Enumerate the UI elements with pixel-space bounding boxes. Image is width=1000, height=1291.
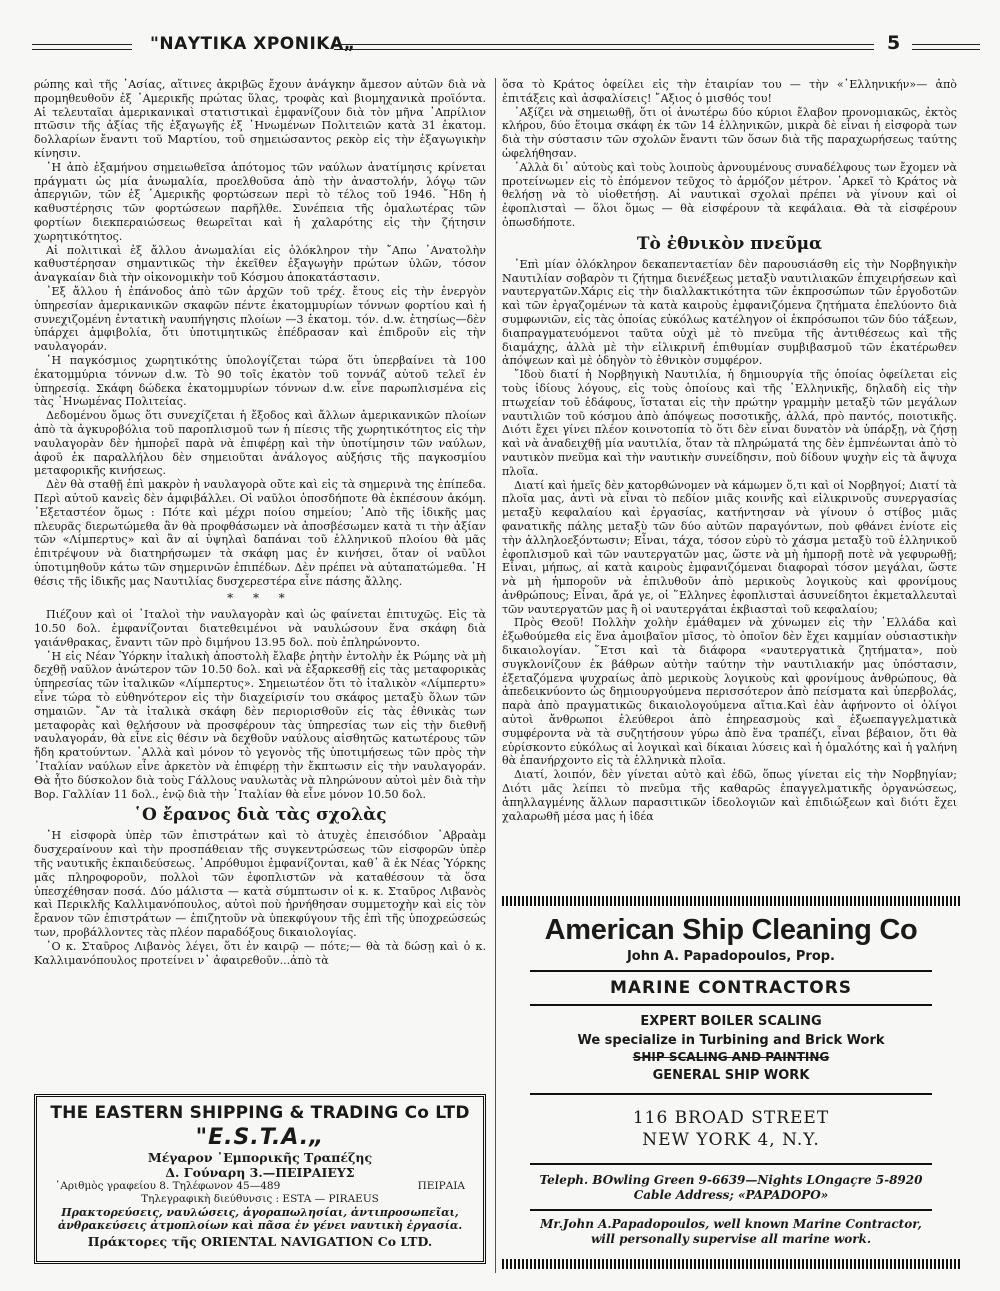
divider-line bbox=[530, 1004, 932, 1006]
article-paragraph: ῾Η εἰσφορὰ ὑπὲρ τῶν ἐπιστράτων καὶ τὸ ἀτυχὲς ἐπεισόδιον ᾿Αβραὰμ δυσχεραίνουν καὶ τὴν προσπάθειαν τῆς συγκεντρώσεως τῶν εἰσφορῶν ὑπὲρ τῆς ναυτικῆς ἐκπαιδεύσεως. ᾿Απρόθυμοι ἐμφανίζονται, καθ᾿ ἃ ἐκ Νέας Ὑόρκης μᾶς πληροφοροῦν, πολλοὶ τῶν ἐφοπλιστῶν νὰ καταθέσουν τὰ ὅσα ὑπεσχέθησαν ποσά. Δύο μάλιστα — κατὰ σύμπτωσιν οἱ κ. κ. Σταῦρος Λιβανὸς καὶ Περικλῆς Καλλιμανόπουλος, αὐτοὶ ποὺ ἠρνήθησαν συμμετοχὴν καὶ εἰς τὸν ἔρανον τῶν ἐπιστράτων — ἐπιζητοῦν νὰ ὑπεκφύγουν τῆς ἐπὶ τῆς ὑποχρεώσεώς των, προβάλλοντες τὰς πλέον παραδόξους δικαιολογίας. bbox=[34, 829, 486, 940]
specialize-line: We specialize in Turbining and Brick Work bbox=[577, 1033, 885, 1048]
article-paragraph: Αἱ πολιτικαὶ ἐξ ἄλλου ἀνωμαλίαι εἰς ὁλόκληρον τὴν ῎Απω ᾿Ανατολὴν καθυστέρησαν σημαντικῶς τὴν ἐκεῖθεν ἐξαγωγὴν πρώτων ὑλῶν, τόσον ἀναγκαίαν διὰ τὴν οἰκονομικὴν τοῦ Κόσμου ἀποκατάστασιν. bbox=[34, 243, 486, 285]
article-paragraph: Διατί καὶ ἡμεῖς δὲν κατορθώνομεν νὰ κάμωμεν ὅ,τι καὶ οἱ Νορβηγοί; Διατί τὰ πλοῖα μας, ἀντὶ νὰ εἶναι τὸ πεδίον μιᾶς κοινῆς καὶ εἰλικρινοῦς συνεργασίας μεταξὺ κεφαλαίου καὶ ἐργασίας, κατήντησαν νὰ γίνουν ὁ στίβος μιᾶς φανατικῆς πάλης μεταξὺ τῶν δύο αὐτῶν παραγόντων, ποὺ φθάνει ἐνίοτε εἰς τὴν ἀλληλοεξόντωσιν; Εἶναι, τάχα, τόσον εὐρὺ τὸ χάσμα μεταξὺ τοῦ ἑλληνικοῦ ἐφοπλισμοῦ καὶ τῶν ναυτεργατῶν μας, ὥστε νὰ μὴ ἠμπορῇ ποτὲ νὰ γεφυρωθῇ; Εἶναι, μήπως, αἱ κατὰ καιροὺς ἐμφανιζόμεναι διαφοραὶ τόσον μεγάλαι, ὥστε νὰ μὴ ἠμποροῦν νὰ ἐπιλυθοῦν ἀπὸ μερικοὺς λογικοὺς καὶ φρονίμους ἀνθρώπους; Εἶναι, ἄρά γε, οἱ ῞Ελληνες ἐφοπλισταὶ ἀσυνείδητοι ἐκμεταλλευταὶ τῶν ναυτεργατῶν μας ἢ οἱ ναυτεργάται ἐκβιασταὶ τοῦ κεφαλαίου; bbox=[502, 478, 957, 616]
newspaper-page bbox=[20, 18, 980, 1274]
article-paragraph: Δεδομένου ὅμως ὅτι συνεχίζεται ἡ ἔξοδος καὶ ἄλλων ἀμερικανικῶν πλοίων ἀπὸ τὰ ἀγκυροβόλια τοῦ παροπλισμοῦ των ἡ πίεσις τῆς χωρητικότητος εἰς τὴν ναυλαγορὰν δὲν ἠμποῤεῖ παρὰ νὰ ἐπιφέρῃ καὶ τὴν ὑποτίμησιν τῶν ναύλων, ἀφοῦ ἐκ παραλλήλου δὲν σημειοῦται ἀνάλογος αὐξήσις τῆς παγκοσμίου μεταφορικῆς κινήσεως. bbox=[34, 409, 486, 478]
hatched-border-top bbox=[502, 896, 960, 906]
building-name: Μέγαρον ᾿Εμπορικῆς Τραπέζης bbox=[147, 1150, 373, 1165]
boiler-scaling: EXPERT BOILER SCALING bbox=[640, 1014, 822, 1029]
left-column bbox=[34, 78, 486, 967]
article-paragraph: ᾿Αλλὰ δι᾿ αὐτοὺς καὶ τοὺς λοιποὺς ἀρνουμένους συναδέλφους των ἔχομεν νὰ προτείνωμεν εἰς τὸ ἐπόμενον τεῦχος τὸ ἁρμόζον μέτρον. ᾿Αρκεῖ τὸ Κράτος νὰ θελήσῃ νὰ τὸ υἱοθετήσῃ. Αἱ ναυτικαὶ σχολαὶ πρέπει νὰ γίνουν καὶ οἱ ἐφοπλισταὶ — ὅλοι ὅμως — θὰ εἰσφέρουν τὰ κεφάλαια. Θὰ τὰ εἰσφέρουν ὁπωσδήποτε. bbox=[502, 160, 957, 229]
right-column bbox=[502, 78, 957, 823]
article-paragraph: ᾿Εξ ἄλλου ἡ ἐπάνοδος ἀπὸ τῶν ἀρχῶν τοῦ τρέχ. ἔτους εἰς τὴν ἐνεργὸν ὑπηρεσίαν ἀμερικανικῶν σκαφῶν πέντε ἑκατομμυρίων τόννων φορτίου καὶ ἡ συνεχιζομένη ἐντατικὴ ναυπήγησις πλοίων —3 ἑκατομ. τόν. d.w. ἐτησίως—δὲν ὑπάρχει ἀμφιβολία, ὅτι ὑποτιμητικῶς ἐπέδρασαν καὶ ἐπιδροῦν εἰς τὴν ναυλαγοράν. bbox=[34, 284, 486, 354]
article-paragraph: ὅσα τὸ Κράτος ὀφείλει εἰς τὴν ἑταιρίαν του — τὴν «῾Ελληνικήν»— ἀπὸ ἐπιτάξεις καὶ ἀσφαλίσεις! ῎Αξιος ὁ μισθός του! bbox=[502, 78, 957, 105]
office-city: ΠΕΙΡΑΙΑ bbox=[417, 1180, 465, 1192]
street-address: 116 BROAD STREET bbox=[632, 1108, 830, 1128]
agents-line: Πράκτορες τῆς ORIENTAL NAVIGATION Co LTD. bbox=[87, 1234, 433, 1249]
hatched-border-bottom bbox=[502, 1259, 960, 1269]
article-paragraph: Πιέζουν καὶ οἱ ᾿Ιταλοὶ τὴν ναυλαγορὰν καὶ ὡς φαίνεται ἐπιτυχῶς. Εἰς τὰ 10.50 δολ. ἐμφανίζονται διατεθειμένοι νὰ ναυλώσουν ἕνα σκάφη διὰ γαιάνθρακας, ἔναντι τῶν πρὸ διμήνου 13.95 δολ. ποὺ ἐπληρώνοντο. bbox=[34, 608, 486, 649]
publication-title: "ΝΑΥΤΙΚΑ ΧΡΟΝΙΚΑ„ bbox=[150, 34, 356, 54]
header-rule-middle bbox=[334, 44, 874, 50]
office-phone: ᾿Αριθμὸς γραφείου 8. Τηλέφωνον 45—489 bbox=[55, 1180, 281, 1192]
services-line-1: Πρακτορεύσεις, ναυλώσεις, ἀγοραπωλησίαι, ἀντιπροσωπεῖαι, bbox=[61, 1206, 459, 1219]
section-separator: * * * bbox=[227, 591, 293, 606]
running-header bbox=[32, 32, 982, 60]
column-divider bbox=[495, 78, 496, 1273]
article-paragraph: ρώπης καὶ τῆς ᾿Ασίας, αἵτινες ἀκριβῶς ἔχουν ἀνάγκην ἄμεσον αὐτῶν διὰ νὰ προμηθευθοῦν ἐξ ᾿Αμερικῆς πρώτας ὕλας, τροφὰς καὶ βιομηχανικὰ προϊόντα. Αἱ τελευταῖαι ἀμερικανικαὶ στατιστικαὶ ἐμφανίζουν διὰ τὸν μῆνα ᾿Απρίλιον πτῶσιν τῆς ἀξίας τῆς ἐξαγωγῆς ἐξ ῾Ηνωμένων Πολιτειῶν κατὰ 31 ἑκατομ. δολλαρίων ἔναντι τοῦ Μαρτίου, τοῦ σημειώσαντος ρεκὸρ εἰς τὴν ἐξαγωγικὴν κίνησιν. bbox=[34, 78, 486, 160]
office-line bbox=[37, 1180, 483, 1193]
telegraph-address: Τηλεγραφικὴ διεύθυνσις : ESTA — PIRAEUS bbox=[141, 1193, 379, 1205]
article-paragraph: ᾿Αξίζει νὰ σημειωθῇ, ὅτι οἱ ἀνωτέρω δύο κύριοι ἔλαβον προνομιακῶς, ἐκτὸς κλήρου, δύο ἕτοιμα σκάφη ἐκ τῶν 14 ἑλληνικῶν, μικρὰ δὲ εἶναι ἡ εἰσφορὰ των διὰ τὴν σύστασιν τῶν σχολῶν ἔναντι τῶν ὅσων διὰ τῆς παραχωρήσεως ταύτης ὠφελήθησαν. bbox=[502, 105, 957, 160]
article-paragraph: ῾Η παγκόσμιος χωρητικότης ὑπολογίζεται τώρα ὅτι ὑπερβαίνει τὰ 100 ἑκατομμύρια τόννων d.w. Τὸ 90 τοῖς ἑκατὸν τοῦ τοννάζ αὐτοῦ τελεῖ ἐν ὑπηρεσίᾳ. Σκάφη δώδεκα ἑκατομμυρίων τόννων d.w. εἶνε παρωπλισμένα εἰς τὰς ῾Ηνωμένας Πολιτείας. bbox=[34, 353, 486, 409]
marine-contractors-heading: MARINE CONTRACTORS bbox=[609, 978, 853, 998]
divider-line bbox=[530, 1163, 932, 1165]
ship-scaling-line: SHIP SCALING AND PAINTING bbox=[632, 1050, 830, 1064]
telephone-line: Teleph. BOwling Green 9-6639—Nights LOngaçre 5-8920 bbox=[539, 1173, 923, 1187]
cable-address: Cable Address; «PAPADOPO» bbox=[633, 1188, 829, 1202]
article-paragraph: Πρὸς Θεοῦ! Πολλὴν χολὴν ἐμάθαμεν νὰ χύνωμεν εἰς τὴν ᾿Ελλάδα καὶ ἐξωθούμεθα εἰς ἕνα ἀμοιβαῖον μῖσος, τὸ ὁποῖον δὲν ἔχει καμμίαν οὐσιαστικὴν δικαιολογίαν. ῞Ετσι καὶ τὰ διάφορα «ναυτεργατικὰ ζητήματα», ποὺ συγκλονίζουν ἐκ βάθρων αὐτὴν ταύτην τὴν ναυτιλιακήν μας ὑπόστασιν, ἐξεταζόμενα ψυχραίως ἀπὸ μερικοὺς λογικοὺς καὶ φρονίμους ἀνθρώπους, θὰ ἀπεδεικνύοντο ὡς δημιουργούμενα περισσότερον ἀπὸ πείσματα καὶ ὑπερβολάς, παρὰ ἀπὸ πραγματικῶς δικαιολογούμενα αἴτια.Καὶ ἐὰν ἀφήνοντο οἱ ὀλίγοι αὐτοὶ ἄνθρωποι ἐλεύθεροι ἀπὸ ἐπηρεασμοὺς καὶ ἐξωεπαγγελματικὰ συμφέροντα νὰ τὰ συζητήσουν γύρω ἀπὸ ἕνα τραπέζι, εἶναι βέβαιον, ὅτι θὰ εὑρίσκοντο εὐκόλως αἱ λογικαὶ καὶ δίκαιαι λύσεις καὶ ἡ ὁμαλότης καὶ ἡ γαλήνη θὰ ἐπανήρχοντο εἰς τὰ ἑλληνικὰ πλοῖα. bbox=[502, 616, 957, 768]
company-name: THE EASTERN SHIPPING & TRADING Co LTD bbox=[50, 1103, 470, 1123]
article-paragraph: Δὲν θὰ σταθῇ ἐπὶ μακρὸν ἡ ναυλαγορὰ οὔτε καὶ εἰς τὰ σημερινὰ της ἐπίπεδα. Περὶ αὐτοῦ κανεὶς δὲν ἀμφιβάλλει. Οἱ ναῦλοι ὁποσδήποτε θὰ ἐκπέσουν ἀκόμη. ᾿Εξεταστέον ὅμως : Πότε καὶ μέχρι ποίου σημείου; ᾿Απὸ τῆς ἰδικῆς μας πλευρᾶς διερωτώμεθα ἂν θὰ προφθάσωμεν νὰ ἀποσβέσωμεν κατὰ τι τὴν ἀξίαν τῶν «Λίμπερτυς» καὶ ἂν αἱ ὑψηλαὶ δαπάναι τοῦ ἑλληνικοῦ πλοίου θὰ μᾶς ἐπιτρέψουν νὰ διατηρήσωμεν τὰ σκάφη μας ἐν κινήσει, ὅταν οἱ ναῦλοι ὑποτιμηθοῦν κάτω τῶν σημερινῶν ἐπιπέδων. Δὲν πρέπει νὰ αὐταπατώμεθα. ῾Η θέσις τῆς ἰδικῆς μας Ναυτιλίας δυσχερεστέρα εἶνε πάσης ἄλλης. bbox=[34, 478, 486, 588]
supervision-note-1: Mr.John A.Papadopoulos, well known Marine Contractor, bbox=[540, 1217, 922, 1231]
services-line-2: ἀνθρακεύσεις ἀτμοπλοίων καὶ πᾶσα ἐν γένει ναυτικὴ ἐργασία. bbox=[57, 1219, 463, 1232]
american-ship-cleaning-advertisement bbox=[502, 896, 960, 1272]
article-paragraph: ῎Ιδοὺ διατί ἡ Νορβηγικὴ Ναυτιλία, ἡ δημιουργία τῆς ὁποίας ὀφείλεται εἰς τοὺς ἰδίους λόγους, εἰς τοὺς ὁποίους καὶ τῆς ᾿Ελληνικῆς, δηλαδὴ εἰς τὴν πτωχείαν τοῦ ἐδάφους, ἵσταται εἰς τὴν πρώτην γραμμὴν μεταξὺ τῶν μεγάλων ναυτιλιῶν τοῦ κόσμου ἀπὸ ἀπόψεως ποσοτικῆς, ἀλλά, πρὸ παντός, ποιοτικῆς. Διότι ἔχει γίνει πλέον κοινοτοπία τὸ ὅτι δὲν εἶναι δυνατὸν νὰ ὑπάρξῃ, νὰ ζήσῃ καὶ νὰ ἀναδειχθῇ μία ναυτιλία, ὅταν τὰ πληρώματά της δὲν ἐμπνέωνται ἀπὸ τὸ ναυτικὸν πνεῦμα καὶ τὴν ναυτικὴν συνείδησιν, ποὺ δίδουν ψυχὴν εἰς τὰ ἄψυχα πλοῖα. bbox=[502, 368, 957, 478]
article-paragraph: ῾Ο κ. Σταῦρος Λιβανὸς λέγει, ὅτι ἐν καιρῷ — πότε;— θὰ τὰ δώσῃ καὶ ὁ κ. Καλλιμανόπουλος προτείνει ν᾿ ἀφαιρεθοῦν...ἀπὸ τὰ bbox=[34, 939, 486, 967]
article-paragraph: ῾Η εἰς Νέαν Ὑόρκην ἰταλικὴ ἀποστολὴ ἔλαβε ῥητὴν ἐντολὴν ἐκ Ρώμης νὰ μὴ δεχθῇ ναῦλον ἀνώτερον τῶν 10.50 δολ. καὶ νὰ ἐξαρκεσθῇ εἰς τὰς μεταφορικὰς ὑπηρεσίας τῶν ἰταλικῶν «Λίμπερτυς». Σημειωτέον ὅτι τὸ ἰταλικὸν «Λίμπερτυ» εἶνε τώρα τὸ εὐθηνότερον εἰς τὴν διαχείρισίν του σκάφος μεταξὺ ὅλων τῶν σημαιῶν. ῎Αν τὰ ἰταλικὰ σκάφη δὲν περιορισθοῦν εἰς τὰς ἐθνικὰς των μεταφορὰς καὶ θελήσουν νὰ προσφέρουν τὰς ὑπηρεσίας των εἰς τὴν διεθνῆ ναυλαγοράν, θὰ εἶνε εἰς θέσιν νὰ δεχθοῦν ναύλους αἰσθητῶς κατωτέρους τῶν ἤδη κρατούντων. ᾿Αλλὰ καὶ μόνον τὸ γεγονὸς τῆς ὑποτιμήσεως τῶν πρὸς τὴν ᾿Ιταλίαν ναύλων εἶνε ἀρκετὸν νὰ ἐπιφέρῃ τὴν ἔκπτωσιν εἰς τὴν ναυλαγοράν. Θὰ ἦτο δύσκολον διὰ τοὺς Γάλλους ναυλωτὰς νὰ πληρώνουν αὐτοὶ μὲν διὰ τὴν Βορ. Γαλλίαν 11 δολ., ἐνῷ διὰ τὴν ᾿Ιταλίαν θὰ εἶνε μόνον 10.50 δολ. bbox=[34, 649, 486, 801]
supervision-note-2: will personally supervise all marine work. bbox=[590, 1232, 872, 1246]
article-paragraph: ᾿Επὶ μίαν ὁλόκληρον δεκαπενταετίαν δὲν παρουσιάσθη εἰς τὴν Νορβηγικὴν Ναυτιλίαν σοβαρὸν τι ζήτημα διενέξεως μεταξὺ ναυτιλιακῶν ἐπιχειρήσεων καὶ ναυτεργατῶν.Χάρις εἰς τὴν διαλλακτικότητα τῶν ἐκπροσώπων τῶν ἐργοδοτῶν καὶ τῶν ἐργαζομένων τὰ κατὰ καιροὺς ἐμφανιζόμενα ζητήματα ἐπελύοντο διὰ συμφωνιῶν, εἰς τὰς ὁποίας εὐκόλως κατέληγον οἱ ἐκπρόσωποι τῶν δύο τάξεων, διαπραγματευόμενοι ταῦτα οὐχὶ μὲ τὸ πνεῦμα τῆς ἀντιθέσεως καὶ τῆς διαμάχης, ἀλλὰ μὲ τὴν εἰλικρινῆ ἐπιθυμίαν συμβιβασμοῦ τῶν ἑκατέρωθεν ἀπόψεων καὶ μὲ ὁδηγὸν τὸ ἐθνικὸν συμφέρον. bbox=[502, 257, 957, 368]
general-ship-work: GENERAL SHIP WORK bbox=[652, 1068, 810, 1083]
page-number: 5 bbox=[887, 32, 901, 54]
article-paragraph: Διατί, λοιπόν, δὲν γίνεται αὐτὸ καὶ ἐδῶ, ὅπως γίνεται εἰς τὴν Νορβηγίαν; Διότι μᾶς λείπει τὸ πνεῦμα τῆς καθαρῶς ἐπαγγελματικῆς ὀργανώσεως, ἀπηλλαγμένης ἄλλων παρασιτικῶν ἰδεολογιῶν καὶ ἐπιδιώξεων καὶ διότι ἔχει χαλαρωθῆ μέσα μας ἡ ἰδέα bbox=[502, 768, 957, 823]
header-rule-right bbox=[912, 44, 980, 50]
header-rule-left bbox=[32, 44, 132, 50]
divider-line bbox=[530, 1093, 932, 1095]
eastern-shipping-advertisement bbox=[34, 1094, 486, 1264]
article-paragraph: ῾Η ἀπὸ ἑξαμήνου σημειωθεῖσα ἀπότομος τῶν ναύλων ἀνατίμησις κρίνεται πράγματι ὡς μία ἀνωμαλία, προελθοῦσα ἀπὸ τὴν ἀναστολήν, λόγῳ τῶν ἀπεργιῶν, τῶν ἐξ ᾿Αμερικῆς φορτώσεων περὶ τὸ τέλος τοῦ 1946. ῎Ηδη ἡ καθυστέρησις τῶν φορτώσεων παρῆλθε. Συνέπεια τῆς ὁμαλωτέρας τῶν φορτίων διεκπεραιώσεως θεωρεῖται καὶ ἡ χαλαρότης εἰς τὴν ζήτησιν χωρητικότητος. bbox=[34, 160, 486, 243]
section-heading: Τὸ ἐθνικὸν πνεῦμα bbox=[636, 233, 823, 254]
street-address: Δ. Γούναρη 3.—ΠΕΙΡΑΙΕΥΣ bbox=[165, 1165, 355, 1180]
proprietor: John A. Papadopoulos, Prop. bbox=[626, 949, 836, 964]
divider-line bbox=[530, 970, 932, 972]
company-name: American Ship Cleaning Co bbox=[544, 914, 918, 946]
section-heading: ῾Ο ἔρανος διὰ τὰς σχολὰς bbox=[133, 805, 387, 826]
company-acronym: "E.S.T.A.„ bbox=[195, 1125, 325, 1150]
divider-line bbox=[530, 1209, 932, 1211]
city-address: NEW YORK 4, N.Y. bbox=[642, 1130, 820, 1150]
